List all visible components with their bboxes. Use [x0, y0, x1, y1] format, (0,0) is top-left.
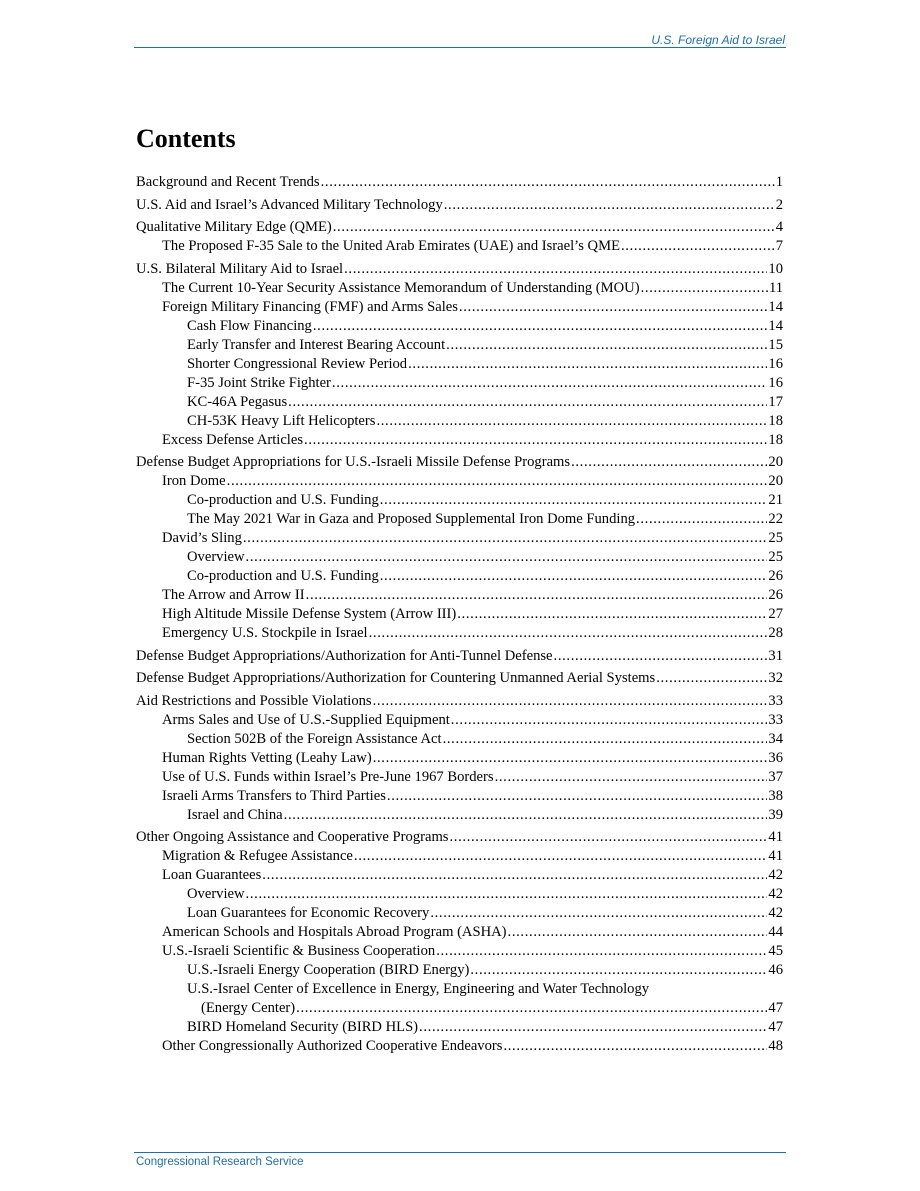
footer-source: Congressional Research Service	[136, 1156, 304, 1168]
toc-page-number: 7	[775, 238, 783, 254]
toc-entry-title: The May 2021 War in Gaza and Proposed Supplemental Iron Dome Funding	[187, 511, 636, 527]
table-of-contents	[136, 173, 783, 1056]
toc-entry[interactable]	[136, 749, 783, 768]
toc-entry[interactable]	[136, 1018, 783, 1037]
running-footer	[134, 1152, 786, 1173]
dot-leader	[446, 336, 767, 355]
toc-page-number: 37	[768, 768, 783, 785]
toc-page-number: 46	[768, 962, 783, 978]
dot-leader	[288, 393, 767, 412]
toc-entry[interactable]	[136, 847, 783, 866]
toc-page-number: 2	[775, 196, 783, 213]
toc-page-number: 21	[768, 492, 783, 508]
dot-leader	[333, 218, 775, 237]
toc-entry[interactable]	[136, 692, 783, 711]
dot-leader	[457, 605, 767, 624]
toc-entry[interactable]	[136, 885, 783, 904]
toc-entry[interactable]	[136, 586, 783, 605]
toc-entry-title: Defense Budget Appropriations/Authorization for Anti-Tunnel Defense	[136, 647, 553, 664]
toc-page-number: 25	[768, 549, 783, 565]
toc-entry[interactable]	[136, 669, 783, 688]
toc-entry-title: David’s Sling	[162, 530, 242, 546]
toc-entry-title: U.S.-Israeli Energy Cooperation (BIRD Energy)	[187, 962, 470, 978]
toc-entry[interactable]	[136, 866, 783, 885]
toc-entry-title: BIRD Homeland Security (BIRD HLS)	[187, 1019, 419, 1035]
dot-leader	[380, 567, 768, 586]
toc-entry[interactable]	[136, 173, 783, 192]
running-header-title: U.S. Foreign Aid to Israel	[651, 33, 785, 47]
dot-leader	[376, 412, 767, 431]
toc-page-number: 10	[768, 260, 783, 277]
dot-leader	[354, 847, 768, 866]
toc-page-number: 25	[768, 530, 783, 546]
toc-entry[interactable]	[136, 768, 783, 787]
dot-leader	[443, 730, 768, 749]
dot-leader	[571, 453, 767, 472]
toc-entry-title: Other Ongoing Assistance and Cooperative Programs	[136, 829, 449, 845]
toc-entry[interactable]	[136, 605, 783, 624]
dot-leader	[227, 472, 768, 491]
toc-page-number: 27	[768, 606, 783, 622]
toc-page-number: 28	[768, 625, 783, 641]
contents-heading: Contents	[136, 124, 236, 153]
toc-entry[interactable]	[136, 1037, 783, 1056]
toc-entry[interactable]	[136, 393, 783, 412]
toc-entry-title: Overview	[187, 549, 245, 565]
dot-leader	[373, 749, 768, 768]
toc-entry[interactable]	[136, 336, 783, 355]
toc-page-number: 14	[768, 317, 783, 334]
dot-leader	[503, 1037, 767, 1056]
toc-page-number: 42	[768, 886, 783, 902]
toc-entry-title: The Current 10-Year Security Assistance Memorandum of Understanding (MOU)	[162, 279, 640, 296]
dot-leader	[313, 317, 768, 336]
toc-page-number: 18	[768, 431, 783, 448]
toc-page-number: 33	[768, 711, 783, 728]
toc-entry[interactable]	[136, 510, 783, 529]
toc-entry[interactable]	[136, 260, 783, 279]
toc-entry-title: Emergency U.S. Stockpile in Israel	[162, 625, 368, 641]
toc-entry[interactable]	[136, 218, 783, 237]
toc-entry[interactable]	[136, 196, 783, 215]
toc-entry[interactable]	[136, 567, 783, 586]
toc-entry-title: CH-53K Heavy Lift Helicopters	[187, 412, 376, 429]
dot-leader	[470, 961, 767, 980]
dot-leader	[436, 942, 767, 961]
dot-leader	[304, 431, 767, 450]
dot-leader	[344, 260, 767, 279]
toc-page-number: 1	[775, 174, 783, 190]
toc-page-number: 44	[768, 924, 783, 940]
toc-entry[interactable]	[136, 529, 783, 548]
toc-entry-title: Human Rights Vetting (Leahy Law)	[162, 749, 372, 766]
dot-leader	[373, 692, 768, 711]
toc-entry-title: U.S. Bilateral Military Aid to Israel	[136, 260, 344, 277]
toc-page-number: 11	[768, 279, 783, 296]
dot-leader	[243, 529, 768, 548]
toc-entry-title: Use of U.S. Funds within Israel’s Pre-June 1967 Borders	[162, 768, 494, 785]
toc-entry-title-cont: (Energy Center)	[201, 1000, 296, 1016]
toc-page-number: 47	[768, 1019, 783, 1035]
dot-leader	[451, 711, 768, 730]
toc-entry-title: Loan Guarantees for Economic Recovery	[187, 905, 430, 921]
toc-entry[interactable]	[136, 237, 783, 256]
toc-entry[interactable]	[136, 730, 783, 749]
toc-entry-title: U.S. Aid and Israel’s Advanced Military Technology	[136, 196, 443, 213]
toc-entry-title: U.S.-Israel Center of Excellence in Energy, Engineering and Water Technology	[187, 981, 650, 997]
dot-leader	[380, 491, 768, 510]
toc-entry[interactable]	[136, 491, 783, 510]
toc-entry[interactable]	[136, 980, 783, 1018]
toc-entry-title: Shorter Congressional Review Period	[187, 355, 408, 372]
dot-leader	[656, 669, 767, 688]
toc-entry-title: Excess Defense Articles	[162, 431, 304, 448]
toc-entry[interactable]	[136, 472, 783, 491]
dot-leader	[284, 806, 768, 825]
toc-entry[interactable]	[136, 453, 783, 472]
toc-entry-title: Section 502B of the Foreign Assistance Act	[187, 730, 442, 747]
toc-entry-title: Foreign Military Financing (FMF) and Arms Sales	[162, 298, 458, 315]
dot-leader	[306, 586, 768, 605]
toc-entry[interactable]	[136, 374, 783, 393]
toc-page-number: 15	[768, 336, 783, 353]
toc-page-number: 42	[768, 905, 783, 921]
toc-entry[interactable]	[136, 942, 783, 961]
toc-entry-title: Israeli Arms Transfers to Third Parties	[162, 787, 386, 804]
toc-entry-title: American Schools and Hospitals Abroad Program (ASHA)	[162, 924, 507, 940]
dot-leader	[262, 866, 767, 885]
toc-entry[interactable]	[136, 624, 783, 643]
toc-page-number: 31	[768, 647, 783, 664]
toc-entry[interactable]	[136, 787, 783, 806]
toc-page-number: 18	[768, 412, 783, 429]
dot-leader	[495, 768, 768, 787]
toc-page-number: 32	[768, 670, 783, 686]
dot-leader	[296, 999, 767, 1018]
toc-entry-title: High Altitude Missile Defense System (Arrow III)	[162, 606, 457, 622]
dot-leader	[387, 787, 768, 806]
toc-entry-title: Co-production and U.S. Funding	[187, 492, 379, 508]
toc-page-number: 48	[768, 1038, 783, 1054]
toc-entry-title: Qualitative Military Edge (QME)	[136, 219, 332, 235]
dot-leader	[369, 624, 768, 643]
toc-entry[interactable]	[136, 711, 783, 730]
toc-entry[interactable]	[136, 828, 783, 847]
toc-entry[interactable]	[136, 647, 783, 666]
toc-page-number: 45	[768, 943, 783, 959]
toc-page-number: 42	[768, 867, 783, 883]
toc-entry-title: Defense Budget Appropriations for U.S.-Israeli Missile Defense Programs	[136, 454, 571, 470]
toc-page-number: 20	[768, 473, 783, 489]
toc-entry-title: Arms Sales and Use of U.S.-Supplied Equipment	[162, 711, 450, 728]
toc-entry[interactable]	[136, 961, 783, 980]
toc-page-number: 39	[768, 806, 783, 823]
toc-entry[interactable]	[136, 923, 783, 942]
dot-leader	[508, 923, 768, 942]
toc-entry-title: Loan Guarantees	[162, 867, 262, 883]
running-header	[134, 30, 786, 48]
toc-entry-title: Co-production and U.S. Funding	[187, 568, 379, 584]
toc-entry-continuation	[187, 999, 783, 1018]
toc-entry[interactable]	[136, 279, 783, 298]
dot-leader	[621, 237, 775, 256]
toc-page-number: 16	[768, 355, 783, 372]
toc-entry-title: Iron Dome	[162, 473, 226, 489]
dot-leader	[641, 279, 768, 298]
toc-entry-title: The Arrow and Arrow II	[162, 587, 305, 603]
toc-page-number: 41	[768, 848, 783, 864]
dot-leader	[332, 374, 767, 393]
dot-leader	[408, 355, 767, 374]
toc-entry-title: KC-46A Pegasus	[187, 393, 288, 410]
toc-entry[interactable]	[136, 355, 783, 374]
toc-entry-title: Early Transfer and Interest Bearing Account	[187, 336, 446, 353]
toc-page-number: 34	[768, 730, 783, 747]
dot-leader	[444, 196, 775, 215]
toc-page-number: 4	[775, 219, 783, 235]
toc-entry[interactable]	[136, 412, 783, 431]
toc-page-number: 16	[768, 374, 783, 391]
toc-page-number: 41	[768, 829, 783, 845]
toc-page-number: 26	[768, 568, 783, 584]
toc-entry-title: Other Congressionally Authorized Cooperative Endeavors	[162, 1038, 503, 1054]
toc-entry-title: Overview	[187, 886, 245, 902]
dot-leader	[636, 510, 767, 529]
toc-page-number: 26	[768, 587, 783, 603]
toc-page-number: 33	[768, 692, 783, 709]
toc-page-number: 20	[768, 454, 783, 470]
toc-page-number: 38	[768, 787, 783, 804]
toc-page-number: 17	[768, 393, 783, 410]
toc-entry-title: Defense Budget Appropriations/Authorization for Countering Unmanned Aerial Systems	[136, 670, 656, 686]
toc-page-number: 22	[768, 511, 783, 527]
toc-entry-title: Israel and China	[187, 806, 283, 823]
toc-entry[interactable]	[136, 806, 783, 825]
dot-leader	[321, 173, 775, 192]
toc-page-number: 14	[768, 298, 783, 315]
toc-entry-title: Cash Flow Financing	[187, 317, 312, 334]
toc-entry-title: F-35 Joint Strike Fighter	[187, 374, 331, 391]
toc-entry-title: Background and Recent Trends	[136, 174, 320, 190]
dot-leader	[246, 885, 768, 904]
toc-page-number: 47	[768, 1000, 783, 1016]
toc-entry[interactable]	[136, 431, 783, 450]
dot-leader	[450, 828, 768, 847]
toc-page-number: 36	[768, 749, 783, 766]
dot-leader	[459, 298, 767, 317]
dot-leader	[554, 647, 768, 666]
toc-entry[interactable]	[136, 548, 783, 567]
toc-entry-title: U.S.-Israeli Scientific & Business Cooperation	[162, 943, 436, 959]
toc-entry[interactable]	[136, 298, 783, 317]
toc-entry-title: Migration & Refugee Assistance	[162, 848, 353, 864]
toc-entry-title: The Proposed F-35 Sale to the United Arab Emirates (UAE) and Israel’s QME	[162, 238, 620, 254]
dot-leader	[246, 548, 768, 567]
toc-entry[interactable]	[136, 317, 783, 336]
toc-entry[interactable]	[136, 904, 783, 923]
toc-entry-title: Aid Restrictions and Possible Violations	[136, 692, 372, 709]
dot-leader	[419, 1018, 767, 1037]
dot-leader	[430, 904, 767, 923]
